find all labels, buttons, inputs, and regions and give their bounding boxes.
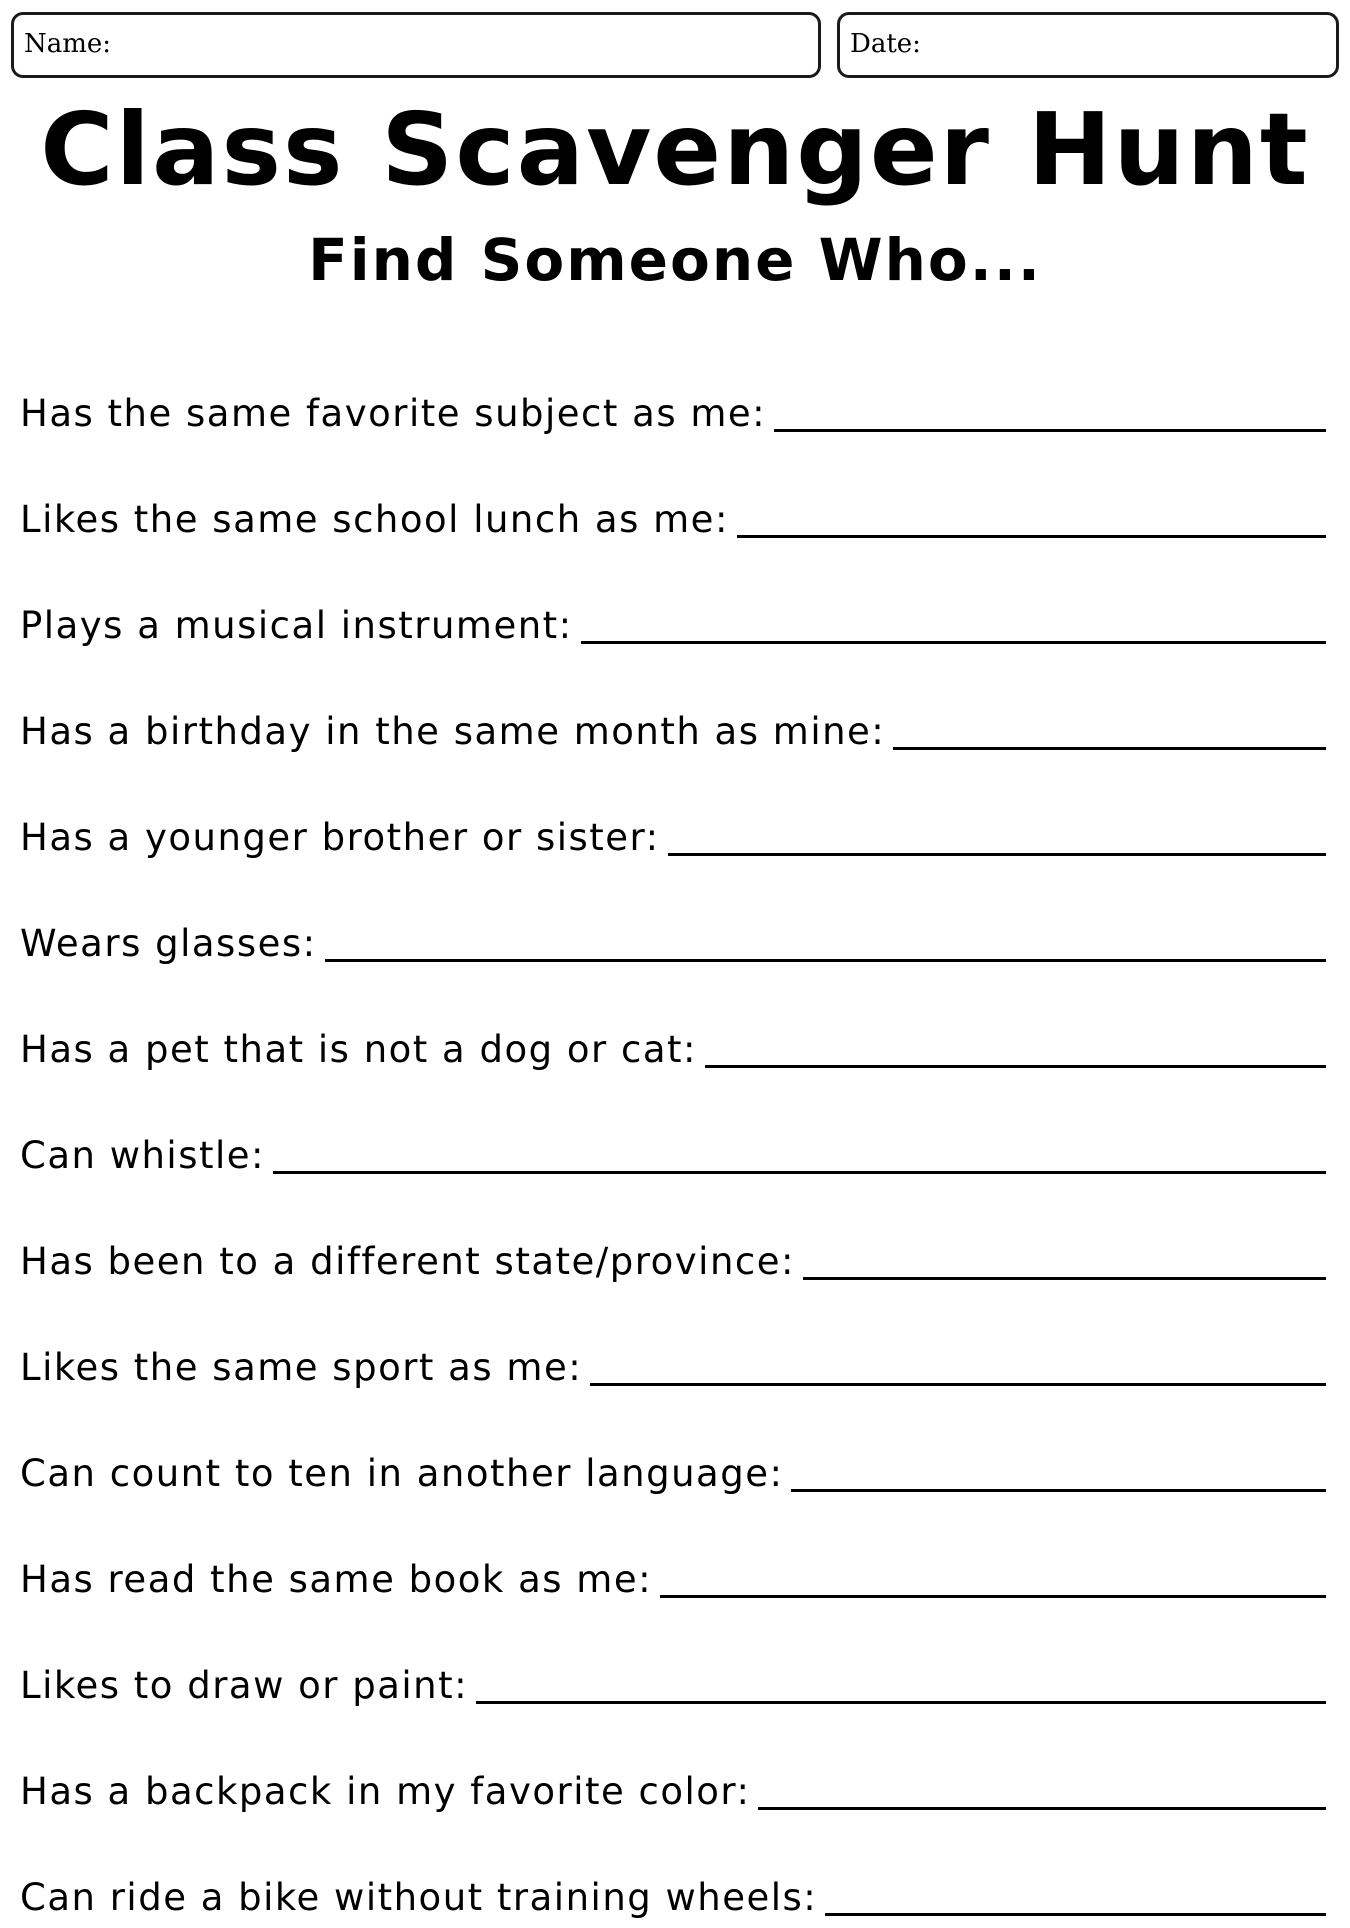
prompt-label: Can count to ten in another language: (20, 1452, 784, 1495)
answer-line[interactable] (893, 747, 1326, 750)
answer-line[interactable] (803, 1277, 1326, 1280)
answer-line[interactable] (273, 1171, 1326, 1174)
prompt-label: Has been to a different state/province: (20, 1240, 795, 1283)
prompt-label: Has a backpack in my favorite color: (20, 1770, 751, 1813)
answer-line[interactable] (668, 853, 1326, 856)
prompt-row (20, 338, 1338, 444)
prompt-row (20, 1186, 1338, 1292)
prompt-list (20, 338, 1338, 1928)
prompt-label: Has a younger brother or sister: (20, 816, 660, 859)
header-fields (11, 12, 1339, 78)
prompt-row (20, 656, 1338, 762)
prompt-row (20, 762, 1338, 868)
prompt-row (20, 550, 1338, 656)
answer-line[interactable] (825, 1913, 1326, 1916)
answer-line[interactable] (791, 1489, 1326, 1492)
page-title: Class Scavenger Hunt (40, 91, 1310, 208)
prompt-row (20, 868, 1338, 974)
prompt-row (20, 1716, 1338, 1822)
answer-line[interactable] (705, 1065, 1326, 1068)
answer-line[interactable] (325, 959, 1326, 962)
prompt-label: Likes the same school lunch as me: (20, 498, 729, 541)
prompt-label: Can whistle: (20, 1134, 266, 1177)
prompt-label: Wears glasses: (20, 922, 317, 965)
answer-line[interactable] (590, 1383, 1326, 1386)
prompt-label: Likes the same sport as me: (20, 1346, 583, 1389)
prompt-row (20, 974, 1338, 1080)
prompt-label: Has a pet that is not a dog or cat: (20, 1028, 697, 1071)
date-field[interactable] (837, 12, 1339, 78)
answer-line[interactable] (758, 1807, 1326, 1810)
prompt-label: Plays a musical instrument: (20, 604, 573, 647)
prompt-row (20, 1610, 1338, 1716)
prompt-label: Has read the same book as me: (20, 1558, 653, 1601)
prompt-row (20, 444, 1338, 550)
page-subtitle: Find Someone Who... (308, 226, 1042, 294)
prompt-label: Has a birthday in the same month as mine: (20, 710, 886, 753)
prompt-row (20, 1504, 1338, 1610)
answer-line[interactable] (660, 1595, 1326, 1598)
answer-line[interactable] (476, 1701, 1326, 1704)
prompt-label: Likes to draw or paint: (20, 1664, 469, 1707)
prompt-row (20, 1292, 1338, 1398)
answer-line[interactable] (737, 535, 1326, 538)
answer-line[interactable] (581, 641, 1326, 644)
answer-line[interactable] (774, 429, 1326, 432)
name-label: Name: (24, 29, 112, 59)
prompt-row (20, 1080, 1338, 1186)
prompt-row (20, 1398, 1338, 1504)
name-field[interactable] (11, 12, 821, 78)
prompt-label: Has the same favorite subject as me: (20, 392, 767, 435)
date-label: Date: (850, 29, 921, 59)
prompt-row (20, 1822, 1338, 1928)
prompt-label: Can ride a bike without training wheels: (20, 1876, 818, 1919)
